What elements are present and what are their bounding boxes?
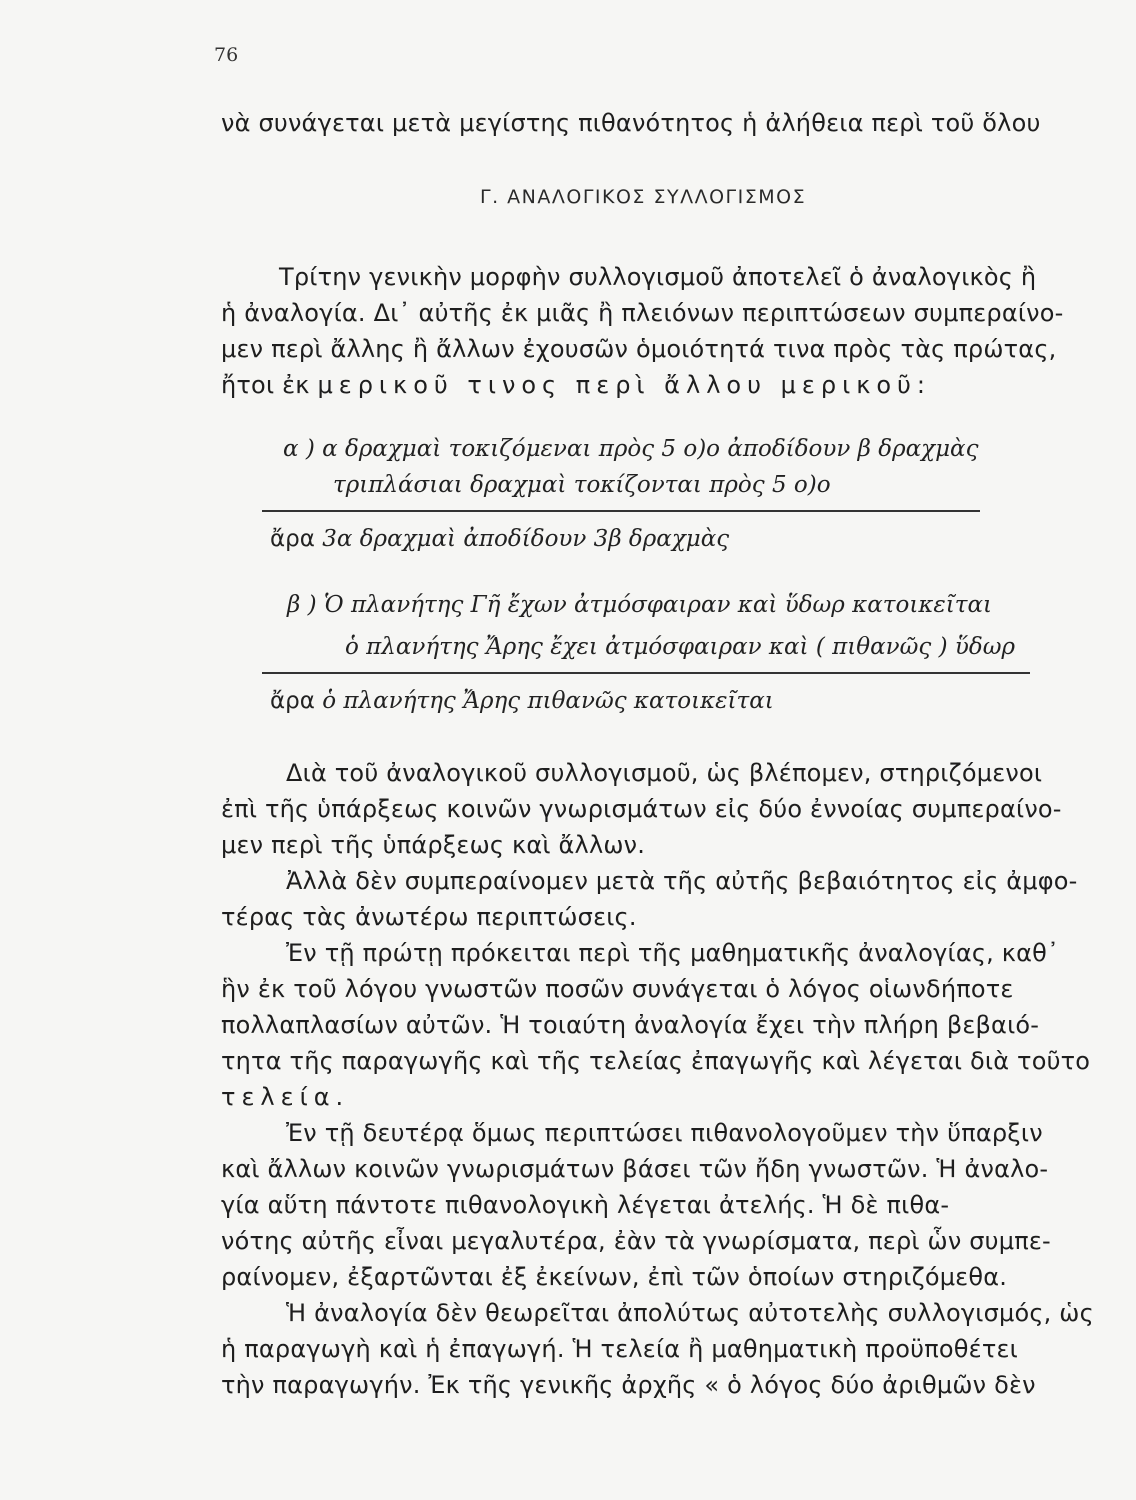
body-line-15: ραίνομεν, ἐξαρτῶνται ἐξ ἐκείνων, ἐπὶ τῶν ὁποίων στηριζόμεθα. <box>221 1263 1008 1291</box>
intro-line-4-spaced: μερικοῦ τινος περὶ ἄλλου μερικοῦ: <box>317 371 931 399</box>
intro-line-1: Τρίτην γενικὴν μορφὴν συλλογισμοῦ ἀποτελεῖ ὁ ἀναλογικὸς ἢ <box>279 263 1037 291</box>
page-number: 76 <box>214 44 239 66</box>
body-line-11: Ἐν τῇ δευτέρᾳ ὅμως περιπτώσει πιθανολογοῦμεν τὴν ὕπαρξιν <box>286 1119 1043 1147</box>
intro-line-4-start: ἤτοι ἐκ <box>221 371 318 399</box>
intro-line-3: μεν περὶ ἄλλης ἢ ἄλλων ἐχουσῶν ὁμοιότητά τινα πρὸς τὰς πρώτας, <box>221 335 1057 363</box>
intro-line-2: ἡ ἀναλογία. Δι᾽ αὐτῆς ἐκ μιᾶς ἢ πλειόνων περιπτώσεων συμπεραίνο- <box>221 299 1064 327</box>
body-line-17: ἡ παραγωγὴ καὶ ἡ ἐπαγωγή. Ἡ τελεία ἢ μαθηματικὴ προϋποθέτει <box>221 1335 1018 1363</box>
example-a-premise-2: τριπλάσιαι δραχμαὶ τοκίζονται πρὸς 5 ο)ο <box>333 472 831 498</box>
body-line-7: ἣν ἐκ τοῦ λόγου γνωστῶν ποσῶν συνάγεται ὁ λόγος οἱωνδήποτε <box>221 975 1014 1003</box>
example-a-rule <box>262 510 980 512</box>
body-line-12: καὶ ἄλλων κοινῶν γνωρισμάτων βάσει τῶν ἤδη γνωστῶν. Ἡ ἀναλο- <box>221 1155 1049 1183</box>
section-heading: Γ. ΑΝΑΛΟΓΙΚΟΣ ΣΥΛΛΟΓΙΣΜΟΣ <box>480 186 807 208</box>
example-b-conclusion <box>270 686 774 716</box>
body-line-13: γία αὕτη πάντοτε πιθανολογικὴ λέγεται ἀτελής. Ἡ δὲ πιθα- <box>221 1191 950 1219</box>
body-line-5: τέρας τὰς ἀνωτέρω περιπτώσεις. <box>221 903 637 931</box>
body-line-10: τελεία. <box>221 1083 350 1111</box>
body-line-18: τὴν παραγωγήν. Ἐκ τῆς γενικῆς ἀρχῆς « ὁ λόγος δύο ἀριθμῶν δὲν <box>221 1371 1036 1399</box>
body-line-16: Ἡ ἀναλογία δὲν θεωρεῖται ἀπολύτως αὐτοτελὴς συλλογισμός, ὡς <box>286 1299 1094 1327</box>
example-b-conclusion-text: ὁ πλανήτης Ἄρης πιθανῶς κατοικεῖται <box>322 688 774 714</box>
continued-line: νὰ συνάγεται μετὰ μεγίστης πιθανότητος ἡ ἀλήθεια περὶ τοῦ ὅλου <box>221 109 1041 137</box>
example-b-rule <box>262 672 1030 674</box>
example-b-ara: ἄρα <box>270 688 315 714</box>
intro-line-4 <box>221 370 931 400</box>
body-line-4: Ἀλλὰ δὲν συμπεραίνομεν μετὰ τῆς αὐτῆς βεβαιότητος εἰς ἀμφο- <box>286 867 1078 895</box>
body-line-6: Ἐν τῇ πρώτῃ πρόκειται περὶ τῆς μαθηματικῆς ἀναλογίας, καθ᾽ <box>286 939 1060 967</box>
body-line-8: πολλαπλασίων αὐτῶν. Ἡ τοιαύτη ἀναλογία ἔχει τὴν πλήρη βεβαιό- <box>221 1011 1040 1039</box>
body-line-14: νότης αὐτῆς εἶναι μεγαλυτέρα, ἐὰν τὰ γνωρίσματα, περὶ ὧν συμπε- <box>221 1227 1051 1255</box>
body-line-1: Διὰ τοῦ ἀναλογικοῦ συλλογισμοῦ, ὡς βλέπομεν, στηριζόμενοι <box>286 759 1043 787</box>
example-b-premise-2: ὁ πλανήτης Ἄρης ἔχει ἀτμόσφαιραν καὶ ( πιθανῶς ) ὕδωρ <box>345 634 1015 660</box>
body-line-2: ἐπὶ τῆς ὑπάρξεως κοινῶν γνωρισμάτων εἰς δύο ἐννοίας συμπεραίνο- <box>221 795 1062 823</box>
body-line-9: τητα τῆς παραγωγῆς καὶ τῆς τελείας ἐπαγωγῆς καὶ λέγεται διὰ τοῦτο <box>221 1047 1091 1075</box>
example-a-premise-1: α ) α δραχμαὶ τοκιζόμεναι πρὸς 5 ο)ο ἀποδίδουν β δραχμὰς <box>283 436 979 462</box>
body-line-3: μεν περὶ τῆς ὑπάρξεως καὶ ἄλλων. <box>221 831 646 859</box>
example-b-premise-1: β ) Ὁ πλανήτης Γῆ ἔχων ἀτμόσφαιραν καὶ ὕδωρ κατοικεῖται <box>287 592 993 618</box>
example-a-conclusion-text: 3α δραχμαὶ ἀποδίδουν 3β δραχμὰς <box>322 526 730 552</box>
example-a-conclusion <box>270 524 729 554</box>
example-a-ara: ἄρα <box>270 526 315 552</box>
